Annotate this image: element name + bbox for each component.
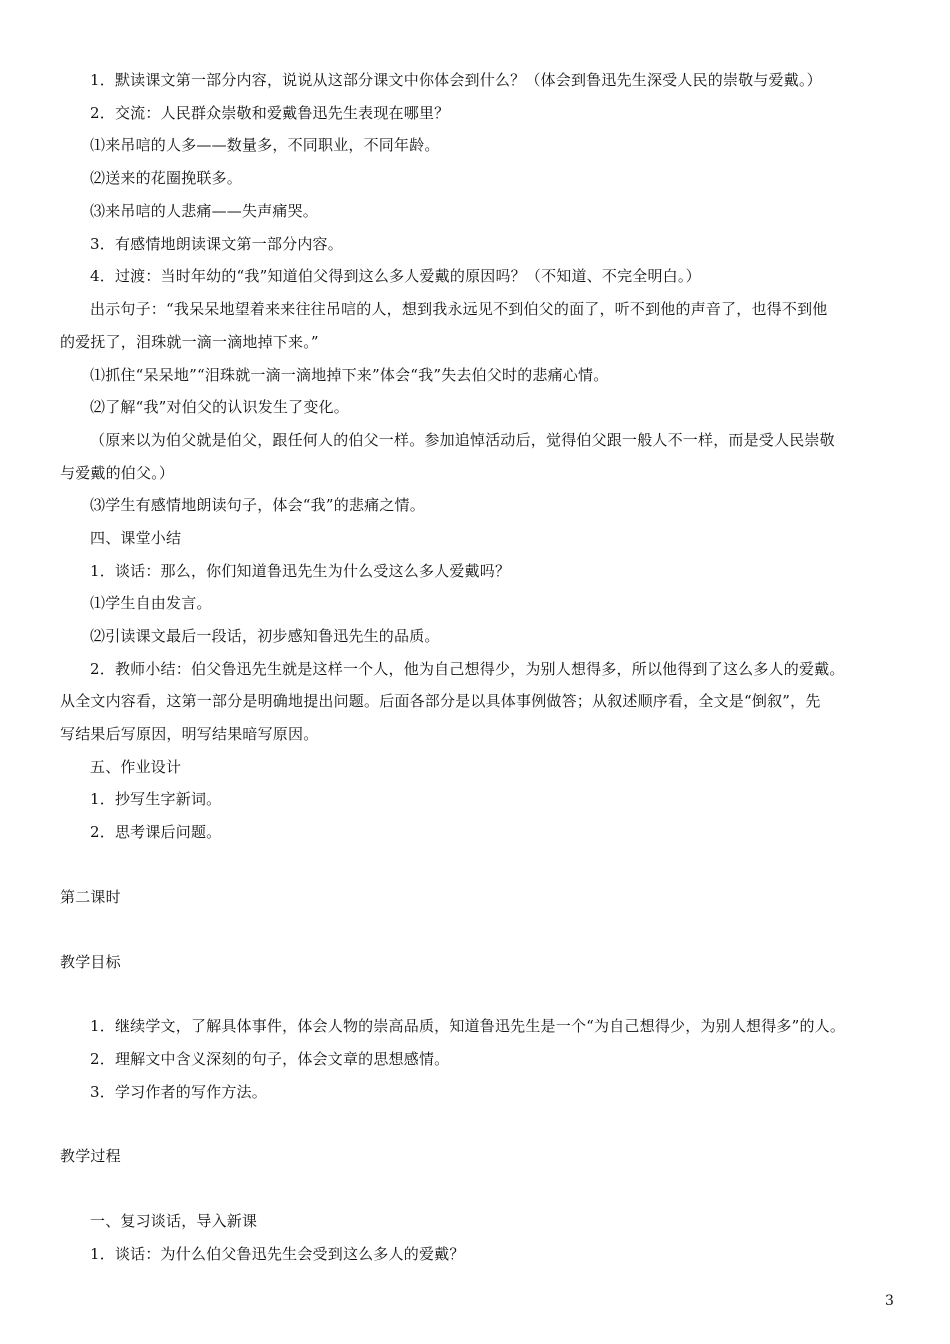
list-item: 2．理解文中含义深刻的句子，体会文章的思想感情。: [90, 1050, 450, 1068]
paragraph-line: 出示句子：“我呆呆地望着来来往往吊唁的人，想到我永远见不到伯父的面了，听不到他的声音了，也得不到他: [90, 300, 828, 318]
section-heading: 教学目标: [60, 953, 121, 971]
paragraph-line: 的爱抚了，泪珠就一滴一滴地掉下来。”: [60, 333, 319, 351]
list-item: ⑴来吊唁的人多——数量多，不同职业，不同年龄。: [90, 136, 440, 154]
list-item: ⑴抓住“呆呆地”“泪珠就一滴一滴地掉下来”体会“我”失去伯父时的悲痛心情。: [90, 366, 609, 384]
paragraph-line: 与爱戴的伯父。）: [60, 464, 175, 482]
paragraph-line: 1．默读课文第一部分内容，说说从这部分课文中你体会到什么？（体会到鲁迅先生深受人民的崇敬与爱戴。）: [90, 71, 822, 89]
paragraph-line: 4．过渡：当时年幼的“我”知道伯父得到这么多人爱戴的原因吗？（不知道、不完全明白。）: [90, 267, 701, 285]
paragraph-line: 从全文内容看，这第一部分是明确地提出问题。后面各部分是以具体事例做答；从叙述顺序看，全文是“倒叙”，先: [60, 692, 821, 710]
paragraph-line: 1．谈话：那么，你们知道鲁迅先生为什么受这么多人爱戴吗？: [90, 562, 511, 580]
list-item: ⑵了解“我”对伯父的认识发生了变化。: [90, 398, 349, 416]
paragraph-line: 2．交流：人民群众崇敬和爱戴鲁迅先生表现在哪里？: [90, 104, 450, 122]
section-heading: 五、作业设计: [90, 758, 182, 776]
list-item: 1．抄写生字新词。: [90, 790, 222, 808]
section-heading: 一、复习谈话，导入新课: [90, 1212, 258, 1230]
list-item: ⑴学生自由发言。: [90, 594, 212, 612]
paragraph-line: 写结果后写原因，明写结果暗写原因。: [60, 725, 319, 743]
list-item: ⑵引读课文最后一段话，初步感知鲁迅先生的品质。: [90, 627, 440, 645]
list-item: ⑶来吊唁的人悲痛——失声痛哭。: [90, 202, 319, 220]
paragraph-line: （原来以为伯父就是伯父，跟任何人的伯父一样。参加追悼活动后，觉得伯父跟一般人不一样，而是受人民崇敬: [90, 431, 835, 449]
list-item: 3．学习作者的写作方法。: [90, 1083, 267, 1101]
section-heading: 四、课堂小结: [90, 529, 182, 547]
paragraph-line: 1．谈话：为什么伯父鲁迅先生会受到这么多人的爱戴？: [90, 1245, 465, 1263]
list-item: ⑶学生有感情地朗读句子，体会“我”的悲痛之情。: [90, 496, 425, 514]
paragraph-line: 3．有感情地朗读课文第一部分内容。: [90, 235, 343, 253]
section-heading: 第二课时: [60, 888, 121, 906]
page-number: 3: [885, 1293, 894, 1309]
list-item: ⑵送来的花圈挽联多。: [90, 169, 243, 187]
list-item: 1．继续学文，了解具体事件，体会人物的崇高品质，知道鲁迅先生是一个“为自己想得少，为别人想得多”的人。: [90, 1017, 846, 1035]
section-heading: 教学过程: [60, 1147, 121, 1165]
list-item: 2．思考课后问题。: [90, 823, 222, 841]
paragraph-line: 2．教师小结：伯父鲁迅先生就是这样一个人，他为自己想得少，为别人想得多，所以他得到了这么多人的爱戴。: [90, 660, 845, 678]
